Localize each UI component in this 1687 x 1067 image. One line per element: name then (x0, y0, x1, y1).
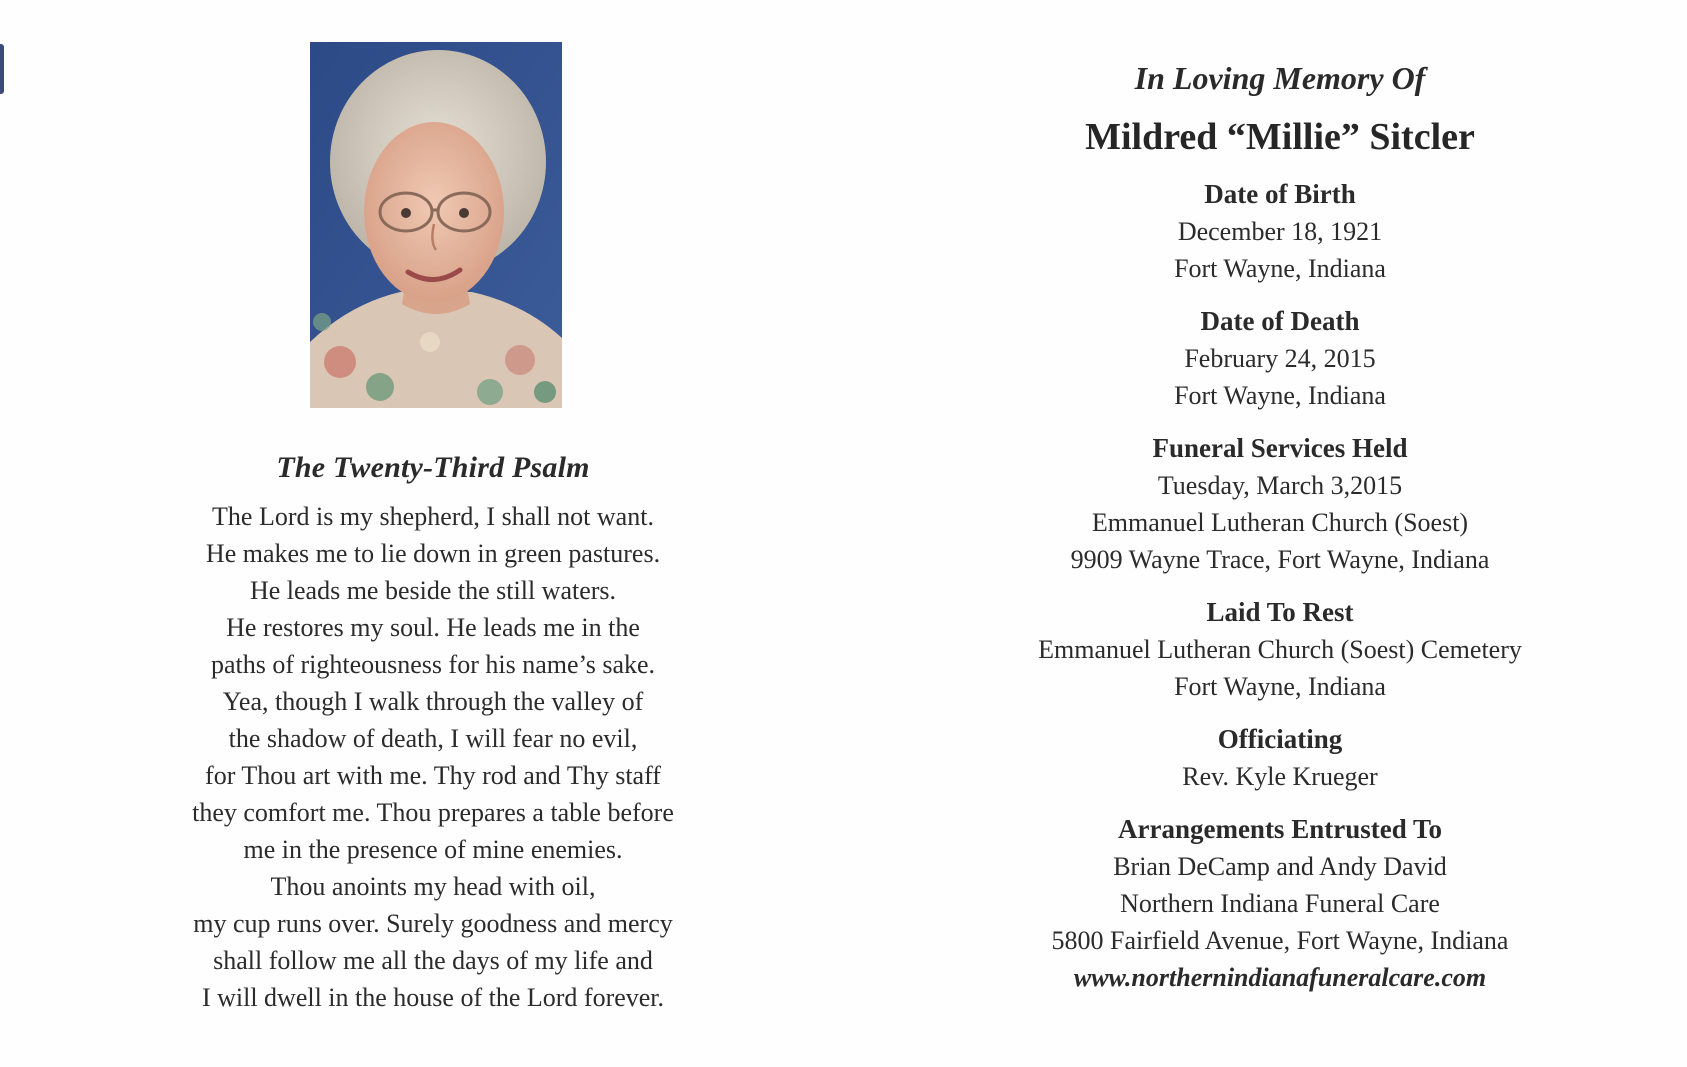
arrangements-address: 5800 Fairfield Avenue, Fort Wayne, Indiana (1051, 926, 1509, 955)
psalm-line: me in the presence of mine enemies. (243, 835, 623, 864)
psalm-line: He makes me to lie down in green pastures. (205, 539, 661, 568)
psalm-line: I will dwell in the house of the Lord forever. (201, 983, 665, 1012)
psalm-line: they comfort me. Thou prepares a table before (192, 798, 674, 827)
services-address: 9909 Wayne Trace, Fort Wayne, Indiana (1070, 545, 1490, 574)
psalm-line: Yea, though I walk through the valley of (222, 687, 644, 716)
portrait-photo (310, 42, 562, 408)
services-church: Emmanuel Lutheran Church (Soest) (1091, 508, 1469, 537)
officiating-section (960, 721, 1600, 795)
psalm-line: my cup runs over. Surely goodness and mercy (193, 909, 673, 938)
funeral-home-website-link[interactable]: www.northernindianafuneralcare.com (1073, 963, 1487, 992)
psalm-line: shall follow me all the days of my life and (213, 946, 653, 975)
death-section (960, 303, 1600, 414)
psalm-line: paths of righteousness for his name’s sake. (210, 650, 656, 679)
psalm-line: He restores my soul. He leads me in the (226, 613, 640, 642)
psalm-line: He leads me beside the still waters. (249, 576, 617, 605)
death-heading: Date of Death (1200, 306, 1360, 336)
services-date: Tuesday, March 3,2015 (1157, 471, 1403, 500)
deceased-name: Mildred “Millie” Sitcler (1085, 116, 1475, 158)
psalm-line: the shadow of death, I will fear no evil, (228, 724, 638, 753)
scan-edge-mark (0, 44, 4, 94)
psalm-line: The Lord is my shepherd, I shall not want. (212, 502, 654, 531)
memory-heading: In Loving Memory Of (1134, 60, 1426, 96)
memorial-details (960, 50, 1600, 1012)
services-section (960, 430, 1600, 578)
psalm-line: Thou anoints my head with oil, (270, 872, 596, 901)
arrangements-names: Brian DeCamp and Andy David (1113, 852, 1447, 881)
officiating-heading: Officiating (1217, 724, 1343, 754)
psalm-section (100, 448, 766, 1016)
psalm-line: for Thou art with me. Thy rod and Thy staff (205, 761, 661, 790)
birth-heading: Date of Birth (1204, 179, 1356, 209)
birth-place: Fort Wayne, Indiana (1174, 254, 1386, 283)
services-heading: Funeral Services Held (1152, 433, 1408, 463)
arrangements-section (960, 811, 1600, 996)
arrangements-heading: Arrangements Entrusted To (1117, 814, 1442, 844)
rest-section (960, 594, 1600, 705)
birth-section (960, 176, 1600, 287)
rest-heading: Laid To Rest (1206, 597, 1354, 627)
officiant-name: Rev. Kyle Krueger (1182, 762, 1378, 791)
rest-place: Fort Wayne, Indiana (1174, 672, 1386, 701)
rest-cemetery: Emmanuel Lutheran Church (Soest) Cemetery (1038, 635, 1522, 664)
arrangements-business: Northern Indiana Funeral Care (1120, 889, 1440, 918)
psalm-text (100, 498, 766, 1016)
death-place: Fort Wayne, Indiana (1174, 381, 1386, 410)
death-date: February 24, 2015 (1184, 344, 1376, 373)
portrait-illustration (310, 42, 562, 408)
psalm-title: The Twenty-Third Psalm (276, 451, 590, 484)
birth-date: December 18, 1921 (1177, 217, 1383, 246)
